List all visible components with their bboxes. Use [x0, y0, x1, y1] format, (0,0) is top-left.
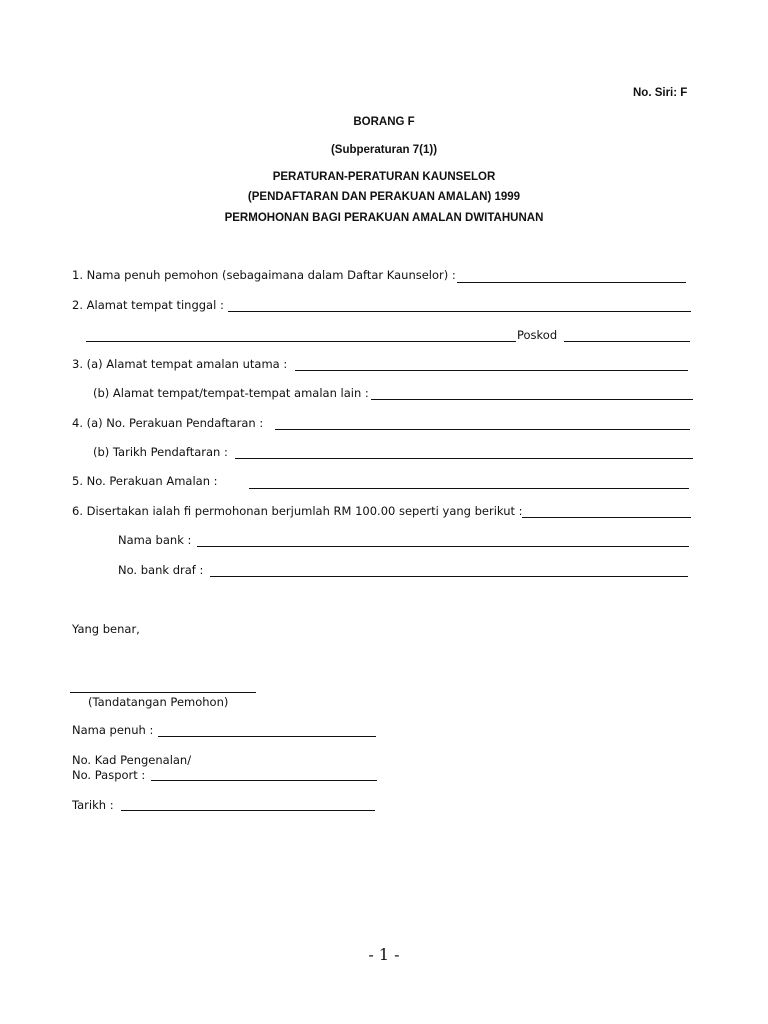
form-title: BORANG F: [353, 116, 415, 128]
poskod-label: Poskod: [517, 328, 558, 342]
passport-label: No. Pasport :: [72, 768, 146, 782]
field-bank-name-line[interactable]: [197, 546, 689, 547]
field-bank-draft-no-label: No. bank draf :: [118, 563, 204, 577]
field-fee-line[interactable]: [522, 517, 691, 518]
field-practice-cert-no-label: 5. No. Perakuan Amalan :: [72, 474, 218, 488]
field-registration-cert-no-line[interactable]: [275, 429, 690, 430]
field-fee-label: 6. Disertakan ialah fi permohonan berjumlah RM 100.00 seperti yang berikut :: [72, 504, 523, 518]
field-registration-date-line[interactable]: [235, 458, 693, 459]
page-number: - 1 -: [368, 945, 400, 964]
serial-number: No. Siri: F: [633, 87, 688, 99]
full-name-label: Nama penuh :: [72, 723, 154, 737]
field-main-practice-address-label: 3. (a) Alamat tempat amalan utama :: [72, 357, 288, 371]
field-practice-cert-no-line[interactable]: [249, 488, 689, 489]
field-other-practice-address-line[interactable]: [371, 399, 693, 400]
field-bank-name-label: Nama bank :: [118, 533, 192, 547]
date-label: Tarikh :: [72, 798, 114, 812]
title-line-1: PERATURAN-PERATURAN KAUNSELOR: [272, 171, 496, 183]
closing-text: Yang benar,: [72, 622, 140, 636]
field-home-address-line-2[interactable]: [86, 341, 516, 342]
date-line[interactable]: [121, 810, 375, 811]
field-applicant-name-line[interactable]: [457, 282, 686, 283]
field-main-practice-address-line[interactable]: [295, 370, 688, 371]
field-poskod-line[interactable]: [564, 341, 690, 342]
signature-label: (Tandatangan Pemohon): [88, 695, 229, 709]
field-other-practice-address-label: (b) Alamat tempat/tempat-tempat amalan lain :: [93, 386, 369, 400]
title-line-3: PERMOHONAN BAGI PERAKUAN AMALAN DWITAHUNAN: [224, 212, 544, 224]
title-line-2: (PENDAFTARAN DAN PERAKUAN AMALAN) 1999: [247, 191, 521, 203]
field-home-address-line-1[interactable]: [228, 311, 691, 312]
sub-regulation: (Subperaturan 7(1)): [330, 144, 438, 156]
field-registration-cert-no-label: 4. (a) No. Perakuan Pendaftaran :: [72, 416, 264, 430]
field-home-address-label: 2. Alamat tempat tinggal :: [72, 298, 224, 312]
ic-label-line-1: No. Kad Pengenalan/: [72, 753, 192, 767]
field-bank-draft-no-line[interactable]: [210, 576, 688, 577]
full-name-line[interactable]: [158, 736, 376, 737]
field-registration-date-label: (b) Tarikh Pendaftaran :: [93, 445, 228, 459]
signature-line[interactable]: [70, 692, 256, 693]
ic-passport-line[interactable]: [151, 780, 377, 781]
field-applicant-name-label: 1. Nama penuh pemohon (sebagaimana dalam Daftar Kaunselor) :: [72, 268, 456, 282]
